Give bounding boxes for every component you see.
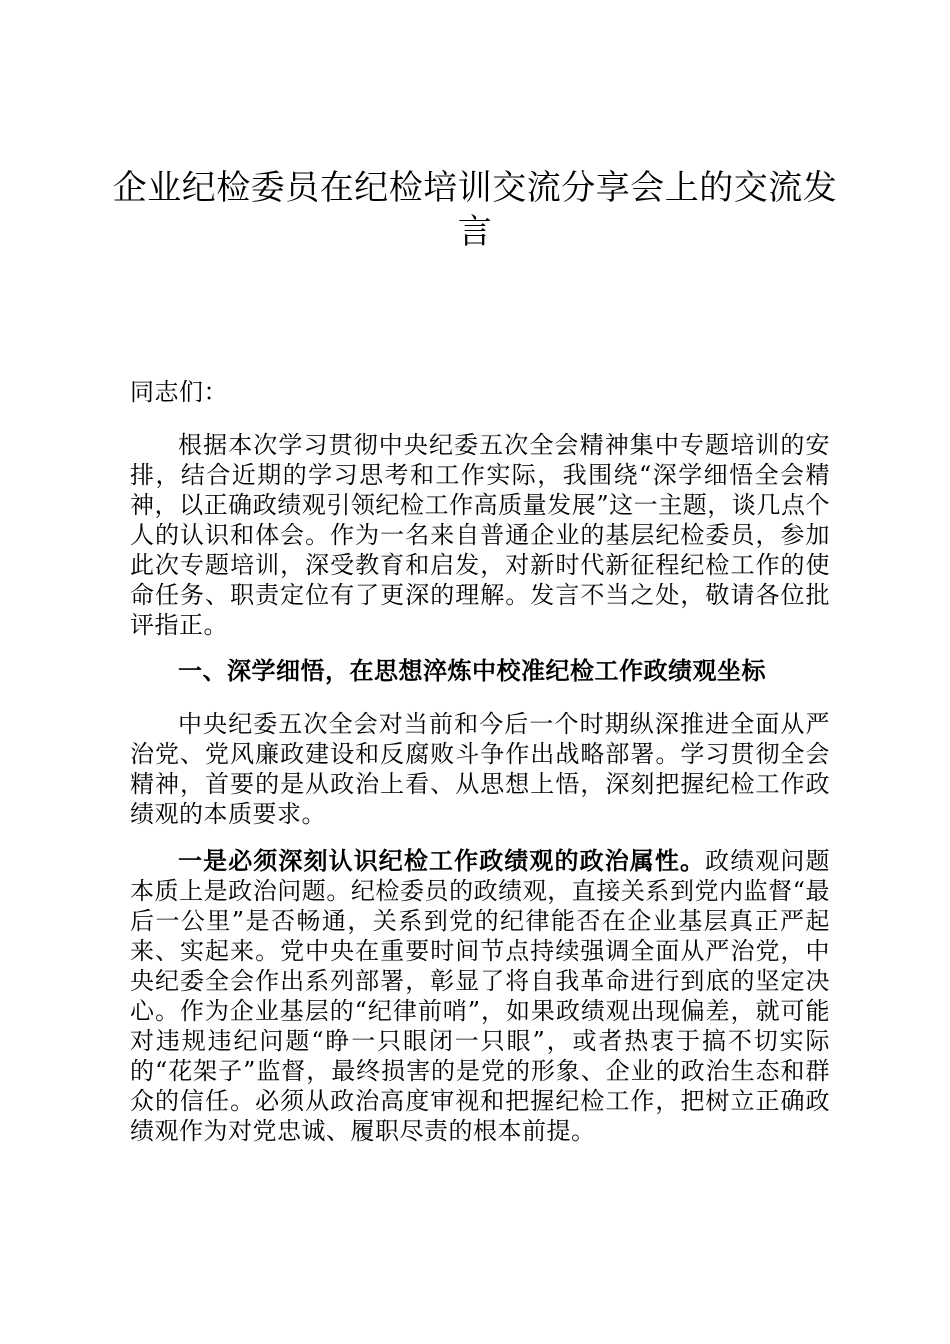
point-body-text: 政绩观问题本质上是政治问题。纪检委员的政绩观，直接关系到党内监督“最后一公里”是否畅通，关系到党的纪律能否在企业基层真正严起来、实起来。党中央在重要时间节点持续强调全面从严治党，中央纪委全会作出系列部署，彰显了将自我革命进行到底的坚定决心。作为企业基层的“纪律前哨”，如果政绩观出现偏差，就可能对违规违纪问题“睁一只眼闭一只眼”，或者热衷于搞不切实际的“花架子”监督，最终损害的是党的形象、企业的政治生态和群众的信任。必须从政治高度审视和把握纪检工作，把树立正确政绩观作为对党忠诚、履职尽责的根本前提。: [130, 847, 831, 1145]
salutation: 同志们：: [130, 378, 228, 406]
section-paragraph: 中央纪委五次全会对当前和今后一个时期纵深推进全面从严治党、党风廉政建设和反腐败斗争作出战略部署。学习贯彻全会精神，首要的是从政治上看、从思想上悟，深刻把握纪检工作政绩观的本质要求。: [130, 710, 830, 828]
section-heading: 一、深学细悟，在思想淬炼中校准纪检工作政绩观坐标: [178, 656, 766, 685]
point-lead-sentence: 一是必须深刻认识纪检工作政绩观的政治属性。: [178, 846, 706, 875]
intro-paragraph: 根据本次学习贯彻中央纪委五次全会精神集中专题培训的安排，结合近期的学习思考和工作实际，我围绕“深学细悟全会精神，以正确政绩观引领纪检工作高质量发展”这一主题，谈几点个人的认识和体会。作为一名来自普通企业的基层纪检委员，参加此次专题培训，深受教育和启发，对新时代新征程纪检工作的使命任务、职责定位有了更深的理解。发言不当之处，敬请各位批评指正。: [130, 431, 830, 639]
document-title: 企业纪检委员在纪检培训交流分享会上的交流发言: [112, 168, 838, 252]
point-paragraph: [130, 846, 830, 1146]
